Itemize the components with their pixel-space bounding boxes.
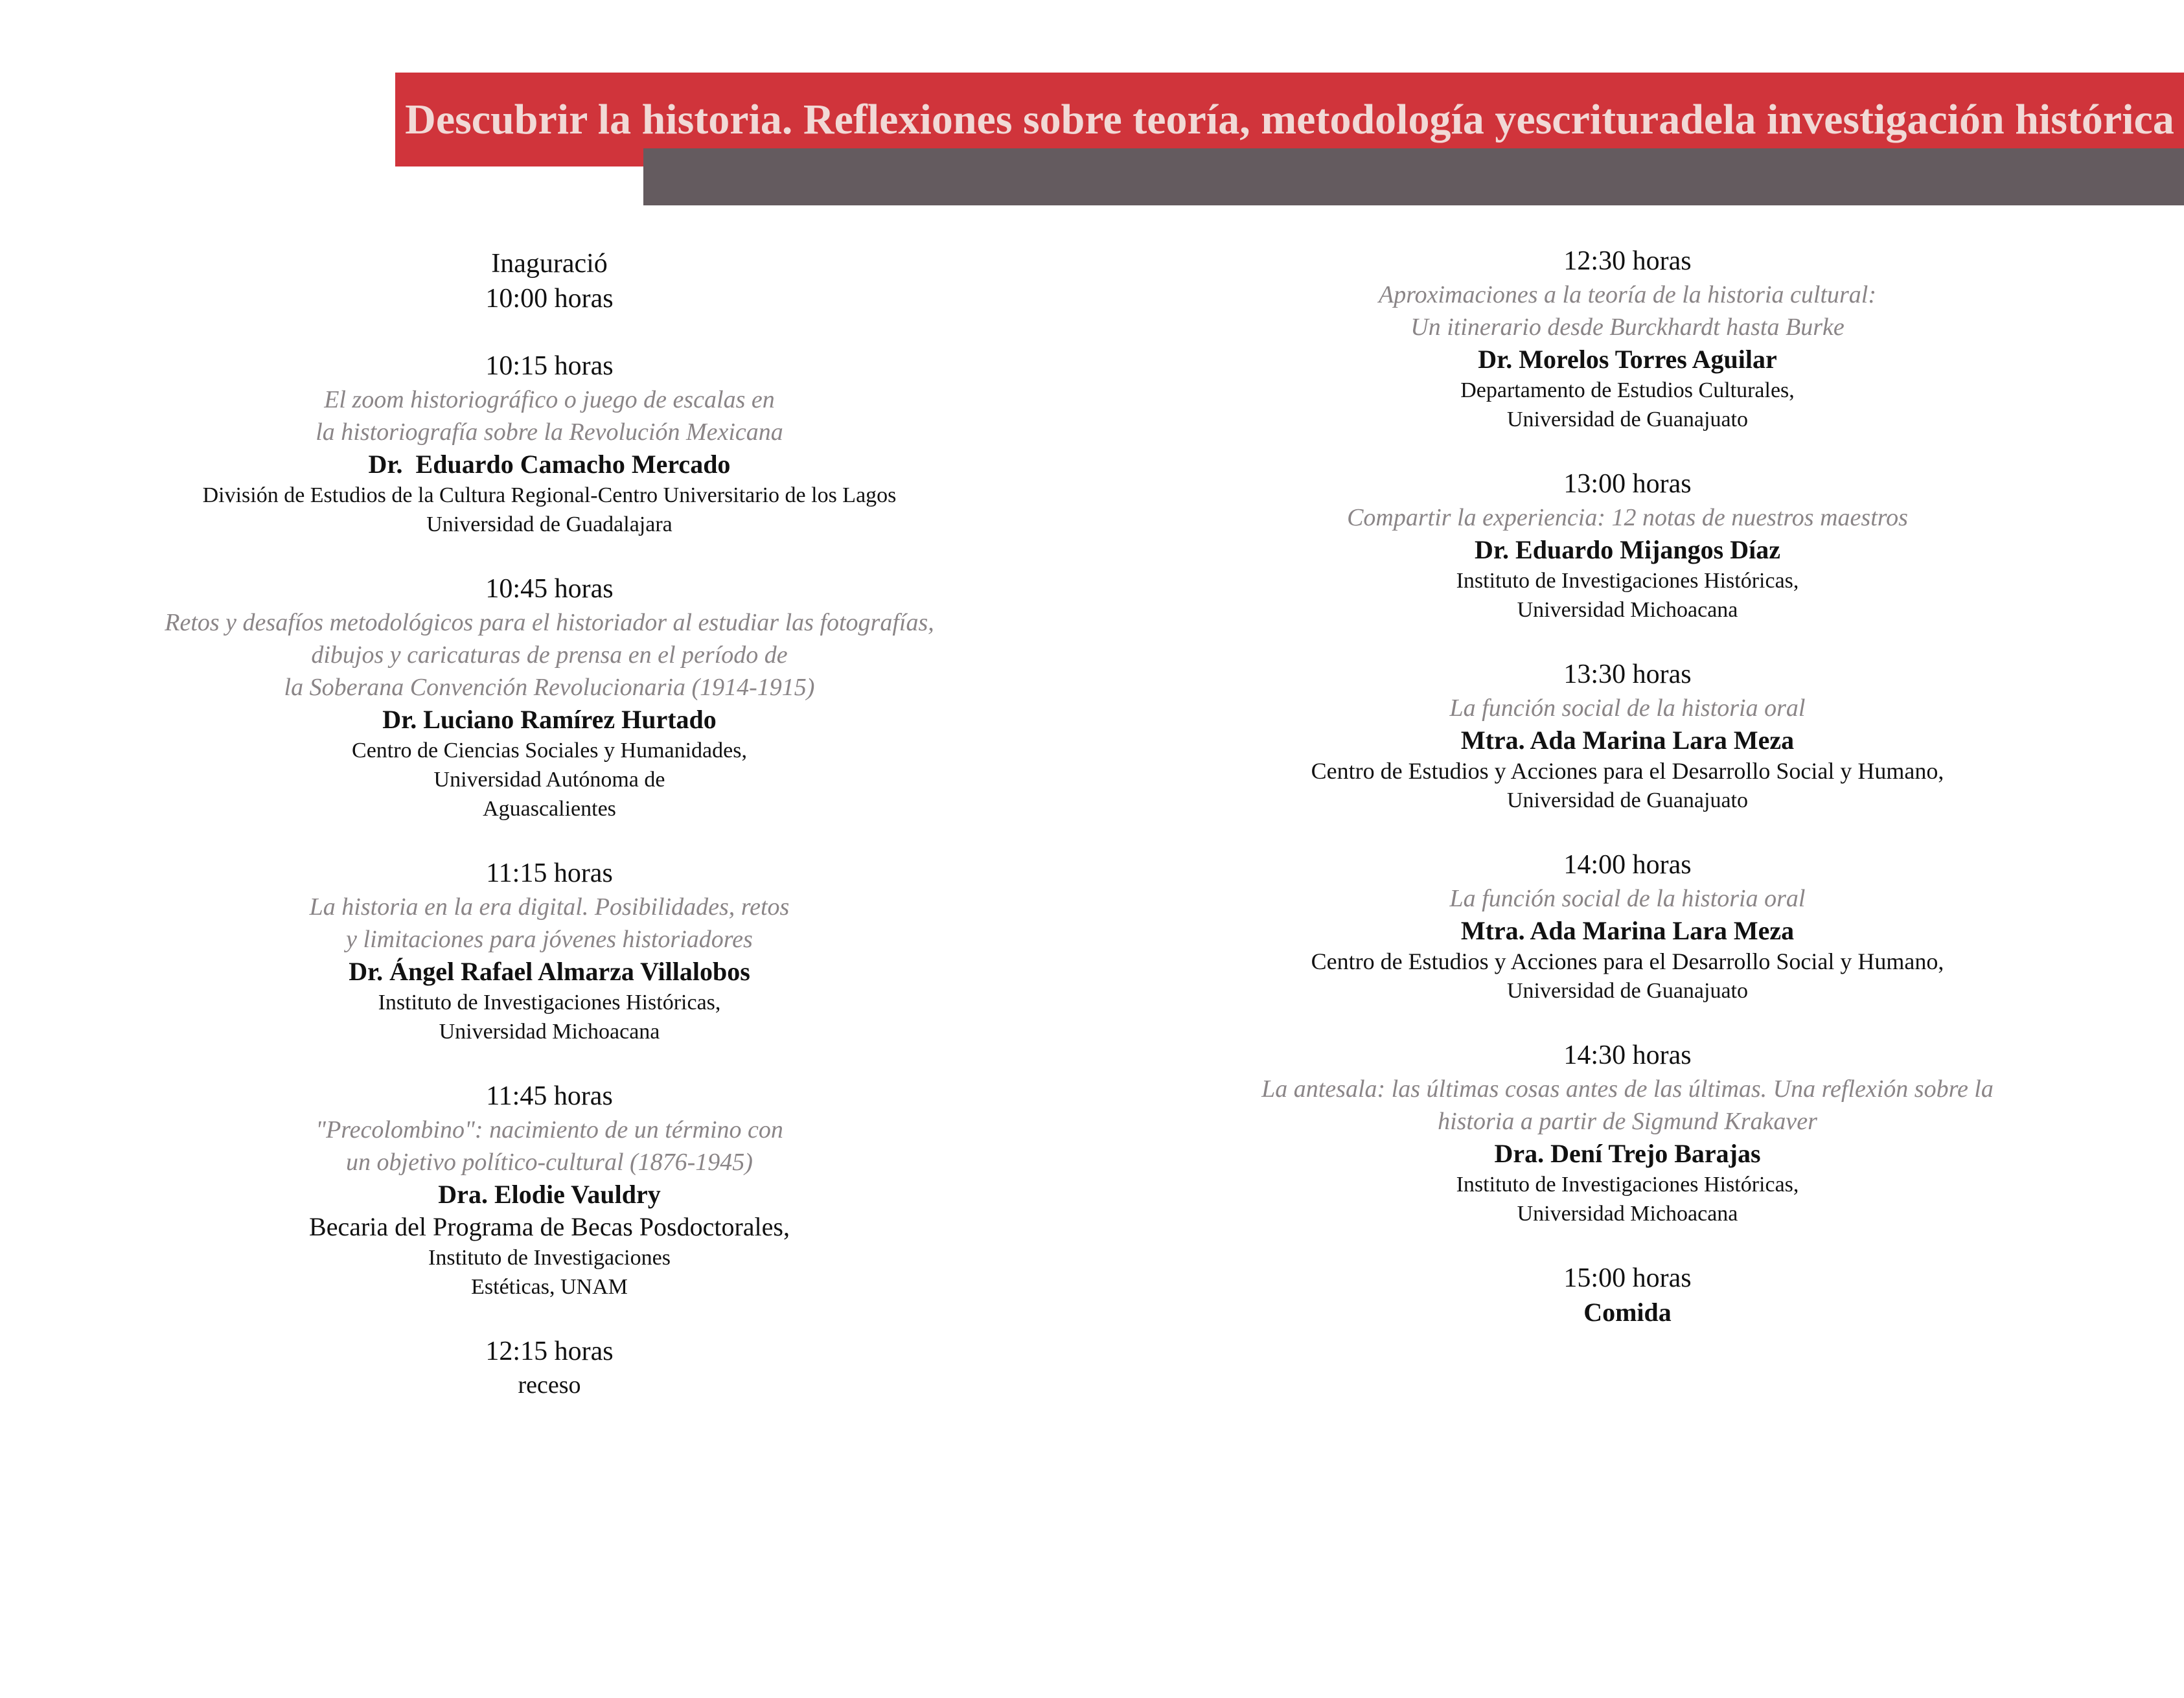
talk-title: Retos y desafíos metodológicos para el historiador al estudiar las fotografías,: [165, 609, 934, 636]
speaker-affiliation: Instituto de Investigaciones: [428, 1246, 671, 1270]
talk-title: Aproximaciones a la teoría de la historia cultural:: [1378, 281, 1876, 308]
program-item: [70, 349, 1029, 539]
speaker-affiliation: Instituto de Investigaciones Históricas,: [1456, 1173, 1799, 1197]
speaker-affiliation: Becaria del Programa de Becas Posdoctorales,: [309, 1212, 790, 1241]
talk-title: la historiografía sobre la Revolución Mexicana: [316, 419, 783, 446]
program-item: [70, 856, 1029, 1046]
session-label: Inaguració: [491, 249, 608, 279]
talk-title: y limitaciones para jóvenes historiadores: [346, 926, 753, 953]
speaker-affiliation: Centro de Estudios y Acciones para el Desarrollo Social y Humano,: [1311, 948, 1944, 974]
session-time: 13:30 horas: [1563, 660, 1692, 689]
session-time: 15:00 horas: [1563, 1263, 1692, 1293]
talk-title: La función social de la historia oral: [1449, 694, 1806, 722]
talk-title: La antesala: las últimas cosas antes de las últimas. Una reflexión sobre la: [1261, 1075, 1994, 1103]
speaker-affiliation: Universidad Autónoma de: [433, 768, 665, 792]
speaker-name: Dr. Eduardo Camacho Mercado: [368, 450, 731, 479]
break-note: receso: [518, 1371, 581, 1399]
program-item: [1148, 244, 2107, 434]
speaker-name: Dr. Eduardo Mijangos Díaz: [1475, 535, 1780, 564]
speaker-affiliation: Universidad de Guanajuato: [1507, 979, 1748, 1003]
talk-title: Compartir la experiencia: 12 notas de nuestros maestros: [1347, 504, 1908, 531]
talk-title: La función social de la historia oral: [1449, 885, 1806, 912]
speaker-affiliation: Instituto de Investigaciones Históricas,: [1456, 569, 1799, 593]
speaker-affiliation: Universidad Michoacana: [1517, 598, 1738, 622]
session-time: 14:30 horas: [1563, 1040, 1692, 1070]
session-time: 10:45 horas: [485, 574, 614, 604]
session-time: 14:00 horas: [1563, 850, 1692, 880]
page-title: Descubrir la historia. Reflexiones sobre teoría, metodología yescrituradela investigación histórica: [405, 96, 2174, 143]
program-item: [1148, 657, 2107, 815]
speaker-name: Dr. Ángel Rafael Almarza Villalobos: [349, 957, 750, 986]
speaker-affiliation: Universidad de Guadalajara: [426, 512, 672, 536]
speaker-name: Dr. Morelos Torres Aguilar: [1478, 345, 1777, 374]
speaker-affiliation: Instituto de Investigaciones Históricas,: [378, 991, 721, 1015]
speaker-affiliation: Centro de Ciencias Sociales y Humanidades,: [352, 739, 747, 763]
talk-title: La historia en la era digital. Posibilidades, retos: [309, 893, 790, 921]
header-accent-bar: [643, 148, 2184, 205]
session-time: 13:00 horas: [1563, 469, 1692, 499]
program-item: [1148, 1261, 2107, 1329]
speaker-affiliation: Aguascalientes: [483, 797, 616, 821]
program-item: [1148, 847, 2107, 1005]
speaker-affiliation: Universidad Michoacana: [1517, 1202, 1738, 1226]
talk-title: un objetivo político-cultural (1876-1945): [346, 1149, 753, 1176]
session-time: 12:30 horas: [1563, 246, 1692, 276]
talk-title: dibujos y caricaturas de prensa en el período de: [311, 641, 788, 669]
program-column-left: [70, 246, 1029, 1434]
speaker-affiliation: Universidad de Guanajuato: [1507, 407, 1748, 431]
speaker-affiliation: Universidad de Guanajuato: [1507, 788, 1748, 812]
speaker-name: Mtra. Ada Marina Lara Meza: [1460, 726, 1795, 755]
session-time: 11:45 horas: [486, 1081, 613, 1111]
talk-title: Un itinerario desde Burckhardt hasta Burke: [1410, 314, 1845, 341]
talk-title: "Precolombino": nacimiento de un término con: [316, 1116, 783, 1143]
program-item: [70, 571, 1029, 823]
speaker-affiliation: Departamento de Estudios Culturales,: [1460, 378, 1795, 402]
session-time: 12:15 horas: [485, 1337, 614, 1366]
program-item: [1148, 1038, 2107, 1228]
session-time: 11:15 horas: [486, 858, 613, 888]
talk-title: la Soberana Convención Revolucionaria (1914-1915): [284, 674, 815, 701]
speaker-name: Mtra. Ada Marina Lara Meza: [1460, 916, 1795, 945]
talk-title: historia a partir de Sigmund Krakaver: [1438, 1108, 1817, 1135]
speaker-affiliation: Estéticas, UNAM: [471, 1275, 628, 1299]
program-column-right: [1148, 244, 2107, 1362]
program-item: [70, 246, 1029, 316]
talk-title: El zoom historiográfico o juego de escalas en: [324, 386, 775, 413]
session-time: 10:15 horas: [485, 351, 614, 381]
speaker-affiliation: División de Estudios de la Cultura Regional-Centro Universitario de los Lagos: [202, 483, 897, 507]
speaker-affiliation: Centro de Estudios y Acciones para el Desarrollo Social y Humano,: [1311, 758, 1944, 784]
speaker-name: Dra. Dení Trejo Barajas: [1494, 1139, 1761, 1168]
session-time: 10:00 horas: [485, 284, 614, 314]
speaker-name: Dra. Elodie Vauldry: [438, 1180, 661, 1209]
program-item: [70, 1079, 1029, 1302]
speaker-name: Dr. Luciano Ramírez Hurtado: [382, 705, 717, 734]
speaker-affiliation: Universidad Michoacana: [439, 1020, 660, 1044]
program-item: [1148, 466, 2107, 625]
program-item: [70, 1334, 1029, 1401]
lunch-note: Comida: [1583, 1298, 1672, 1327]
